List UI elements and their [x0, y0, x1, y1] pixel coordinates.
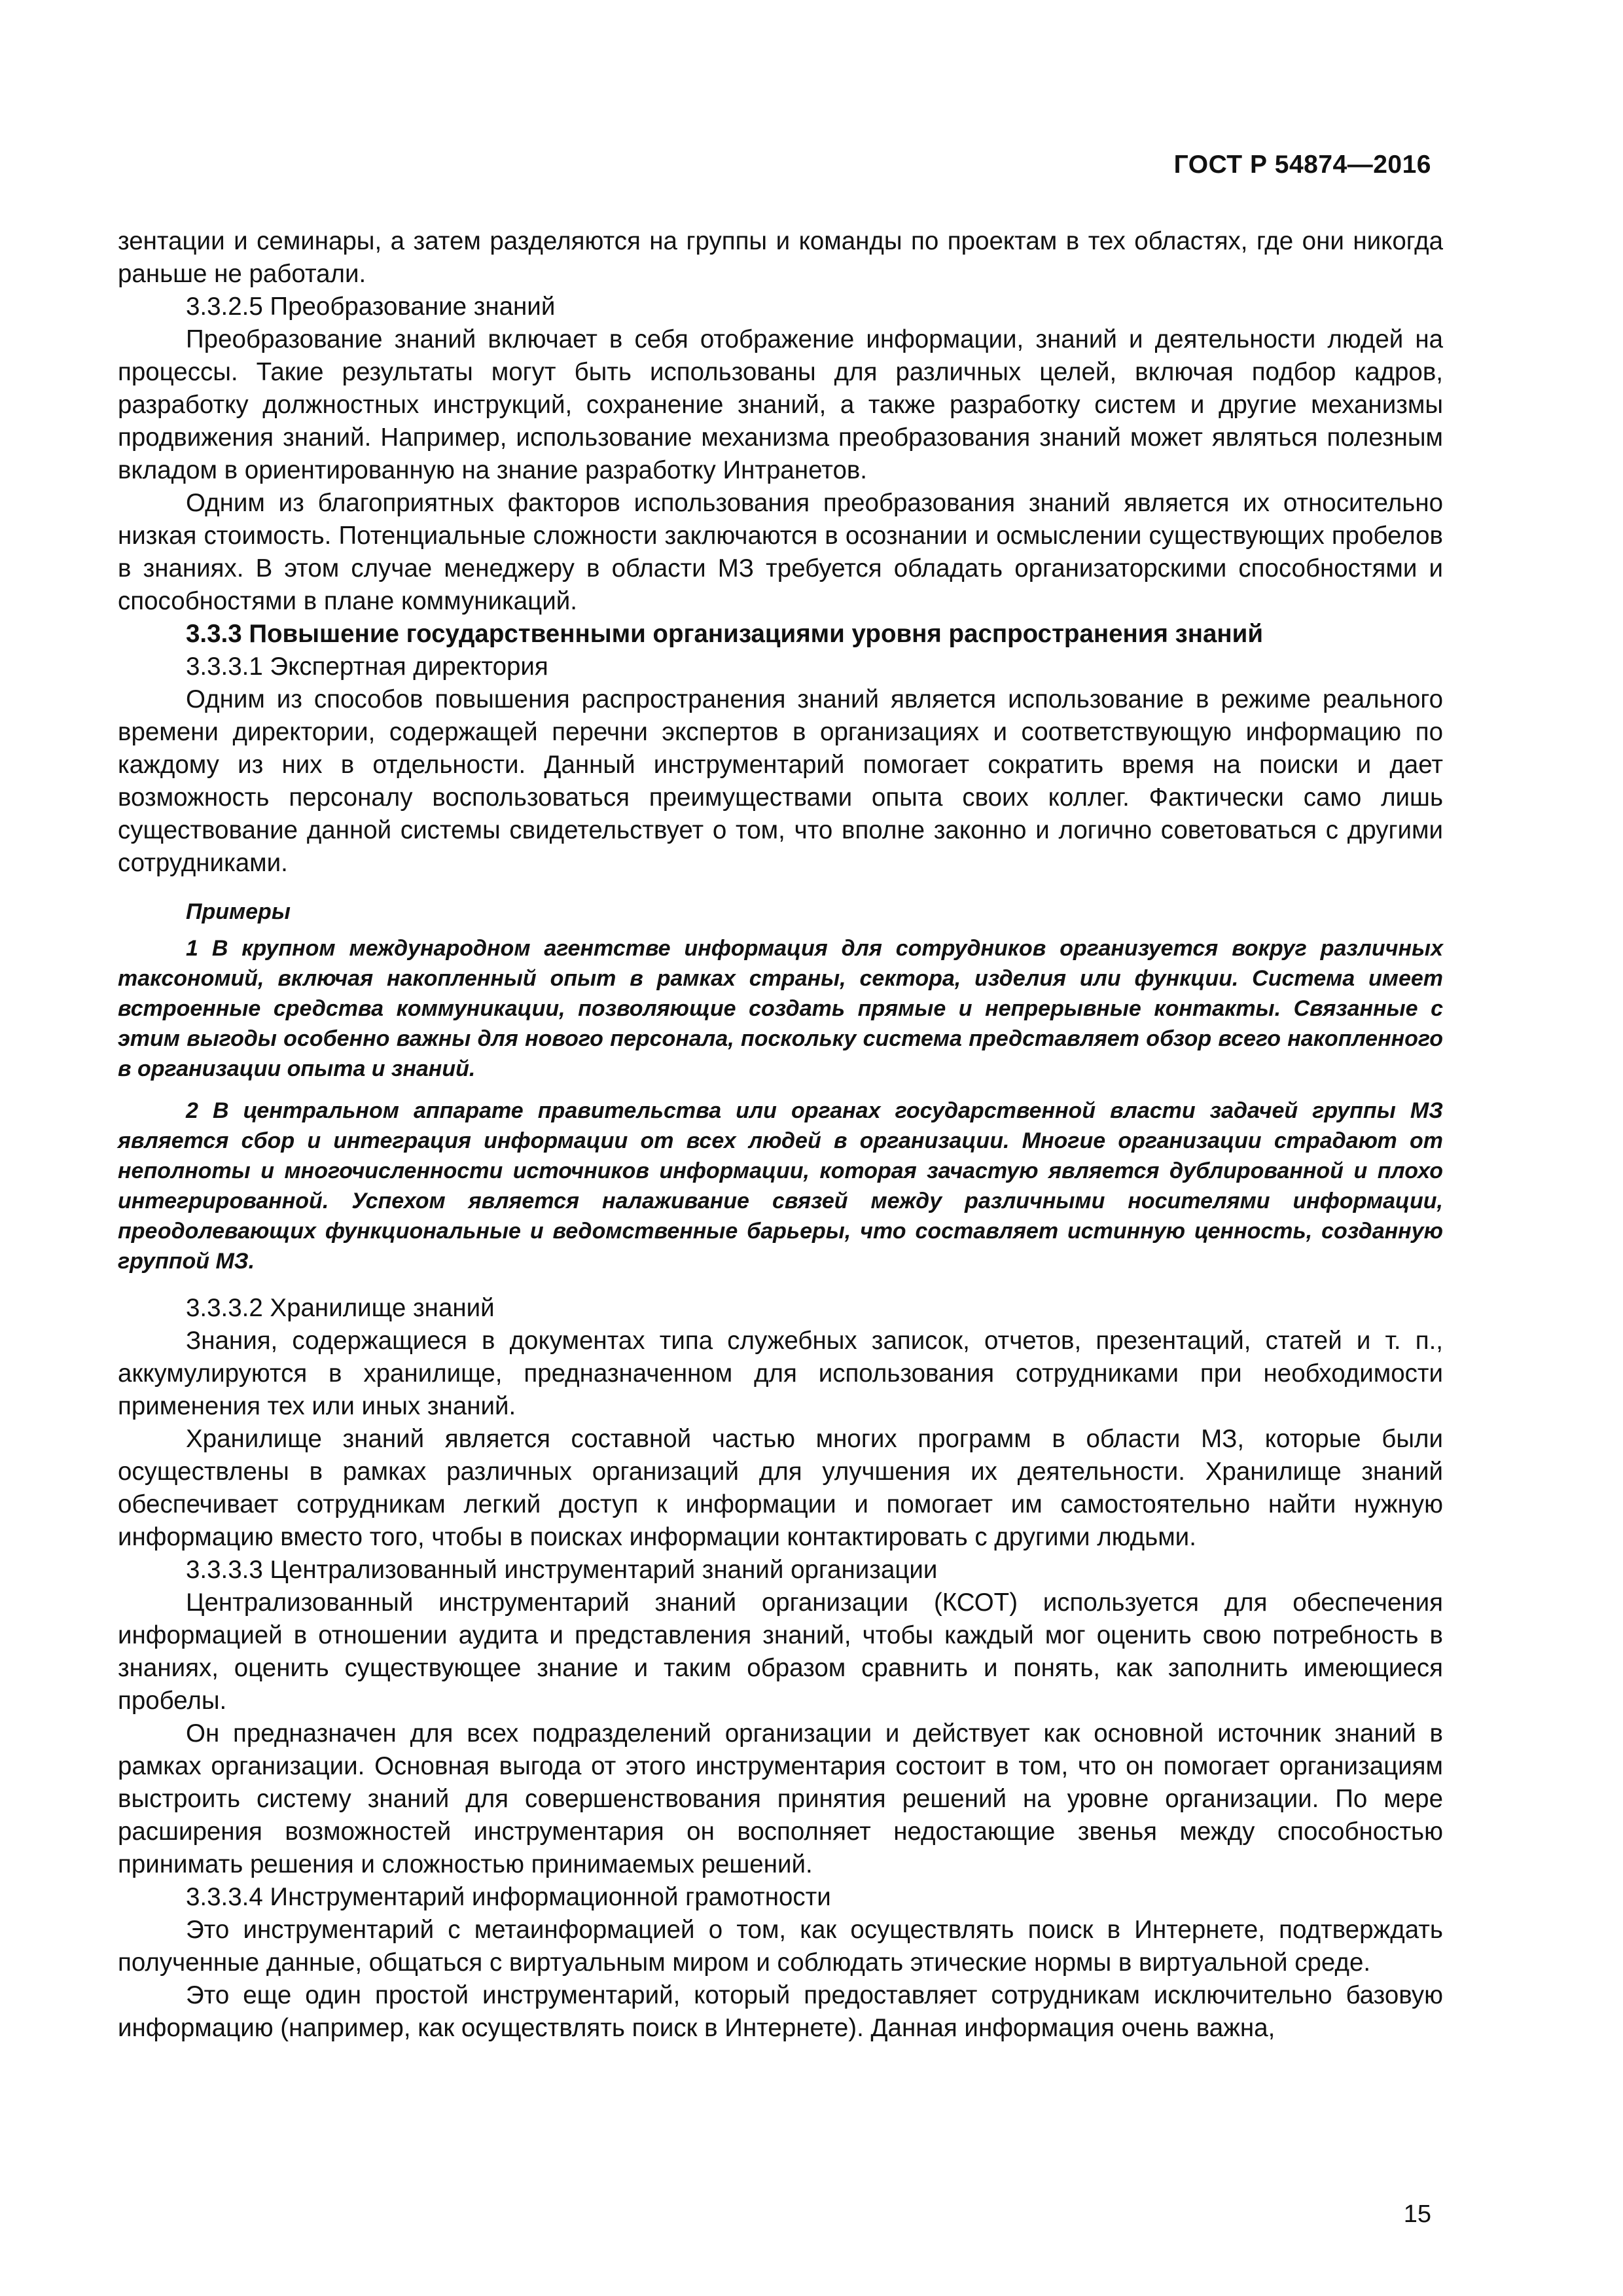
example-1: 1 В крупном международном агентстве информация для сотрудников организуется вокруг различных таксономий, включая накопленный опыт в рамках страны, сектора, изделия или функции. Система имеет встроенные средства коммуникации, позволяющие создать прямые и непрерывные контакты. Связанные с этим выгоды особенно важны для нового персонала, поскольку система представляет обзор всего накопленного в организации опыта и знаний.	[118, 936, 1443, 1081]
paragraph: Хранилище знаний является составной частью многих программ в области МЗ, которые были осуществлены в рамках различных организаций для улучшения их деятельности. Хранилище знаний обеспечивает сотрудникам легкий доступ к информации и помогает им самостоятельно найти нужную информацию вместо того, чтобы в поисках информации контактировать с другими людьми.	[118, 1425, 1443, 1551]
paragraph: Одним из благоприятных факторов использования преобразования знаний является их относительно низкая стоимость. Потенциальные сложности заключаются в осознании и осмыслении существующих пробелов в знаниях. В этом случае менеджеру в области МЗ требуется обладать организаторскими способностями и способностями в плане коммуникаций.	[118, 489, 1443, 615]
paragraph: Одним из способов повышения распространения знаний является использование в режиме реального времени директории, содержащей перечни экспертов в организациях и соответствующую информацию по каждому из них в отдельности. Данный инструментарий помогает сократить время на поиски и дает возможность персоналу воспользоваться преимуществами опыта своих коллег. Фактически само лишь существование данной системы свидетельствует о том, что вполне законно и логично советоваться с другими сотрудниками.	[118, 685, 1443, 877]
paragraph: Преобразование знаний включает в себя отображение информации, знаний и деятельности людей на процессы. Такие результаты могут быть использованы для различных целей, включая подбор кадров, разработку должностных инструкций, сохранение знаний, а также разработку систем и другие механизмы продвижения знаний. Например, использование механизма преобразования знаний может являться полезным вкладом в ориентированную на знание разработку Интранетов.	[118, 325, 1443, 484]
paragraph: Знания, содержащиеся в документах типа служебных записок, отчетов, презентаций, статей и т. п., аккумулируются в хранилище, предназначенном для использования сотрудниками при необходимости применения тех или иных знаний.	[118, 1327, 1443, 1420]
section-heading-3-3-3-1: 3.3.3.1 Экспертная директория	[186, 653, 548, 681]
example-2: 2 В центральном аппарате правительства или органах государственной власти задачей группы МЗ является сбор и интеграция информации от всех людей в организации. Многие организации страдают от неполноты и многочисленности источников информации, которая зачастую является дублированной и плохо интегрированной. Успехом является налаживание связей между различными носителями информации, преодолевающих функциональные и ведомственные барьеры, что составляет истинную ценность, созданную группой МЗ.	[118, 1098, 1443, 1274]
section-heading-3-3-3-3: 3.3.3.3 Централизованный инструментарий знаний организации	[186, 1556, 938, 1584]
standard-id-header: ГОСТ Р 54874—2016	[1173, 151, 1431, 179]
section-heading-3-3-2-5: 3.3.2.5 Преобразование знаний	[186, 293, 556, 321]
paragraph: Это инструментарий с метаинформацией о том, как осуществлять поиск в Интернете, подтверждать полученные данные, общаться с виртуальным миром и соблюдать этические нормы в виртуальной среде.	[118, 1916, 1443, 1977]
page-body	[118, 225, 1443, 2045]
section-heading-3-3-3-2: 3.3.3.2 Хранилище знаний	[186, 1294, 495, 1322]
paragraph: Централизованный инструментарий знаний организации (КСОТ) используется для обеспечения информацией в отношении аудита и представления знаний, чтобы каждый мог оценить свою потребность в знаниях, оценить существующее знание и таким образом сравнить и понять, как заполнить имеющиеся пробелы.	[118, 1588, 1443, 1715]
page-number: 15	[1403, 2200, 1431, 2228]
section-heading-3-3-3: 3.3.3 Повышение государственными организациями уровня распространения знаний	[186, 620, 1264, 648]
examples-label: Примеры	[186, 899, 291, 924]
section-heading-3-3-3-4: 3.3.3.4 Инструментарий информационной грамотности	[186, 1883, 831, 1911]
paragraph-continuation: зентации и семинары, а затем разделяются на группы и команды по проектам в тех областях, где они никогда раньше не работали.	[118, 227, 1443, 288]
paragraph: Он предназначен для всех подразделений организации и действует как основной источник знаний в рамках организации. Основная выгода от этого инструментария состоит в том, что он помогает организациям выстроить систему знаний для совершенствования принятия решений на уровне организации. По мере расширения возможностей инструментария он восполняет недостающие звенья между способностью принимать решения и сложностью принимаемых решений.	[118, 1719, 1443, 1878]
paragraph-continues: Это еще один простой инструментарий, который предоставляет сотрудникам исключительно базовую информацию (например, как осуществлять поиск в Интернете). Данная информация очень важна,	[118, 1981, 1443, 2042]
